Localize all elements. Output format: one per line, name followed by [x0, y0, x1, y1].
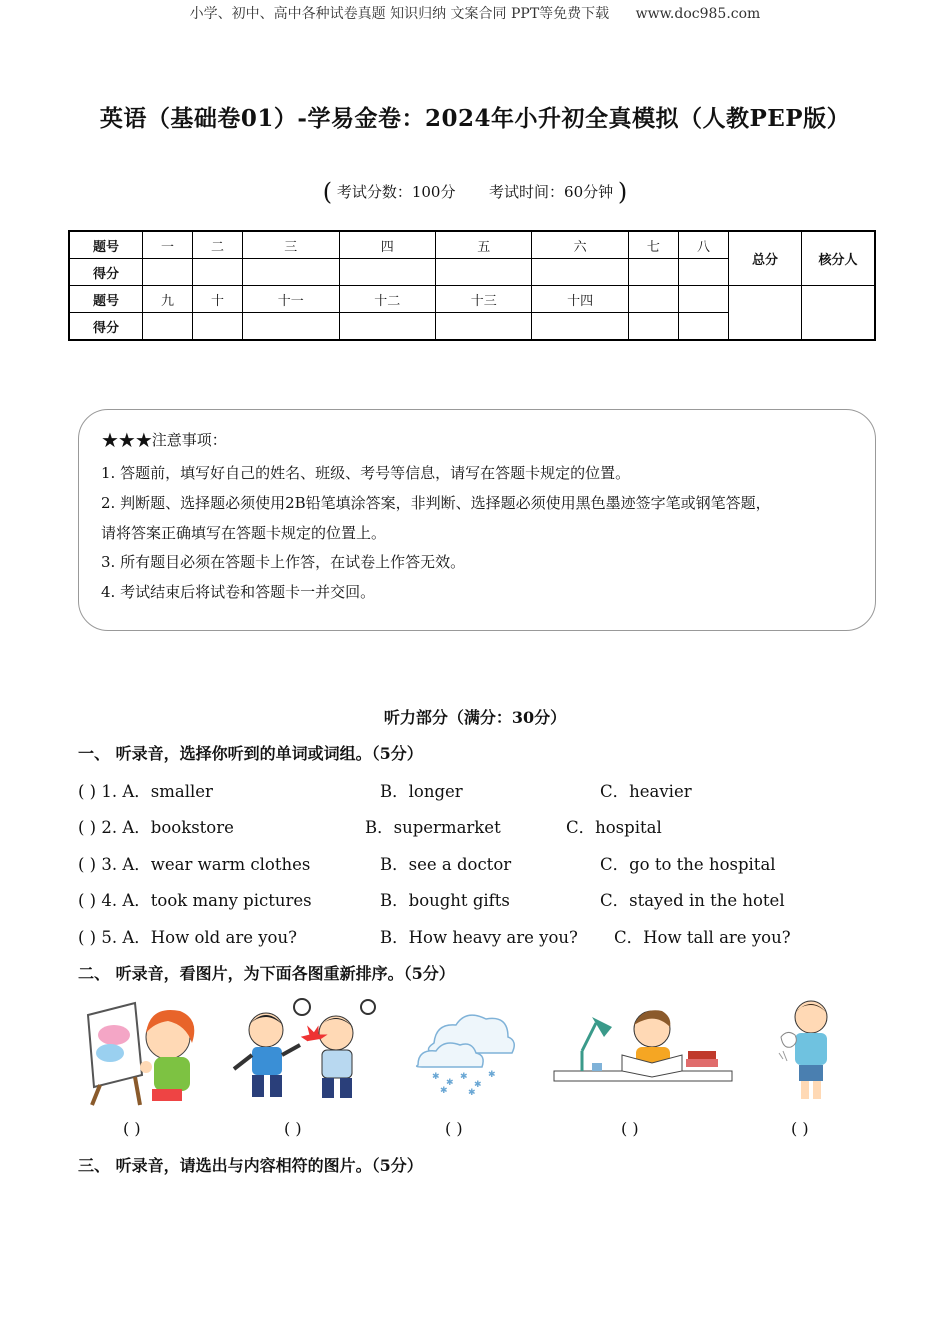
score-cell[interactable] — [339, 313, 435, 341]
notice-line: 2. 判断题、选择题必须使用2B铅笔填涂答案，非判断、选择题必须使用黑色墨迹签字笔或钢笔答题， — [101, 494, 771, 512]
exam-info — [0, 178, 950, 206]
svg-text:✱: ✱ — [474, 1080, 482, 1090]
total-score-header: 总分 — [729, 231, 802, 286]
question-number — [628, 286, 678, 313]
score-cell[interactable] — [435, 313, 531, 341]
question-number: 十四 — [532, 286, 628, 313]
star-icon: ★★★ — [101, 428, 152, 452]
question-number: 十 — [193, 286, 243, 313]
question-4-b[interactable]: B．bought gifts — [380, 891, 510, 910]
site-header-url[interactable]: www.doc985.com — [635, 6, 761, 22]
score-cell[interactable] — [143, 259, 193, 286]
row-label-score: 得分 — [69, 259, 143, 286]
question-2-a[interactable]: ( ) 2. A．bookstore — [78, 818, 234, 837]
question-3-c[interactable]: C．go to the hospital — [600, 855, 776, 874]
fighting-boys-picture-icon — [228, 995, 376, 1107]
total-score-cell[interactable] — [729, 286, 802, 341]
score-cell[interactable] — [339, 259, 435, 286]
svg-text:✱: ✱ — [440, 1086, 448, 1096]
order-blank-5[interactable]: ( ) — [791, 1119, 809, 1138]
section2-title: 二、 听录音，看图片，为下面各图重新排序。（5分） — [78, 964, 455, 983]
row-label-question: 题号 — [69, 231, 143, 259]
notice-line: 请将答案正确填写在答题卡规定的位置上。 — [101, 524, 387, 542]
score-cell[interactable] — [532, 259, 628, 286]
question-number: 七 — [628, 231, 678, 259]
site-header — [0, 3, 950, 23]
question-number: 八 — [678, 231, 728, 259]
order-blank-4[interactable]: ( ) — [621, 1119, 639, 1138]
question-5-a[interactable]: ( ) 5. A．How old are you? — [78, 928, 297, 947]
snow-cloud-picture-icon — [410, 1005, 522, 1097]
svg-text:✱: ✱ — [460, 1072, 468, 1082]
question-number: 十三 — [435, 286, 531, 313]
row-label-score: 得分 — [69, 313, 143, 341]
question-2-c[interactable]: C．hospital — [566, 818, 662, 837]
score-table — [68, 230, 876, 341]
question-3-a[interactable]: ( ) 3. A．wear warm clothes — [78, 855, 311, 874]
section1-title: 一、 听录音，选择你听到的单词或词组。（5分） — [78, 744, 423, 763]
row-label-question: 题号 — [69, 286, 143, 313]
score-cell[interactable] — [628, 259, 678, 286]
notice-heading: ★★★注意事项： — [101, 428, 227, 452]
section3-title: 三、 听录音，请选出与内容相符的图片。（5分） — [78, 1156, 423, 1175]
question-4-c[interactable]: C．stayed in the hotel — [600, 891, 785, 910]
question-1-b[interactable]: B．longer — [380, 782, 463, 801]
order-blank-1[interactable]: ( ) — [123, 1119, 141, 1138]
svg-text:✱: ✱ — [432, 1072, 440, 1082]
question-number: 十一 — [243, 286, 339, 313]
notice-box — [78, 409, 876, 631]
score-cell[interactable] — [678, 313, 728, 341]
site-header-text: 小学、初中、高中各种试卷真题 知识归纳 文案合同 PPT等免费下载 — [189, 6, 610, 22]
exam-time: 考试时间：60分钟 — [489, 183, 614, 201]
question-2-b[interactable]: B．supermarket — [365, 818, 501, 837]
svg-text:✱: ✱ — [468, 1088, 476, 1097]
score-cell[interactable] — [435, 259, 531, 286]
score-cell[interactable] — [243, 313, 339, 341]
question-1-c[interactable]: C．heavier — [600, 782, 692, 801]
notice-line: 3. 所有题目必须在答题卡上作答，在试卷上作答无效。 — [101, 553, 466, 571]
studying-boy-picture-icon — [552, 993, 737, 1105]
order-blank-3[interactable]: ( ) — [445, 1119, 463, 1138]
question-5-b[interactable]: B．How heavy are you? — [380, 928, 578, 947]
question-number: 六 — [532, 231, 628, 259]
score-cell[interactable] — [143, 313, 193, 341]
painting-picture-icon — [80, 995, 205, 1107]
question-3-b[interactable]: B．see a doctor — [380, 855, 512, 874]
score-cell[interactable] — [243, 259, 339, 286]
exam-info-open: ( — [322, 178, 333, 206]
score-cell[interactable] — [678, 259, 728, 286]
page-title: 英语（基础卷01）-学易金卷：2024年小升初全真模拟（人教PEP版） — [99, 105, 851, 132]
notice-line: 1. 答题前，填写好自己的姓名、班级、考号等信息，请写在答题卡规定的位置。 — [101, 464, 631, 482]
question-number: 四 — [339, 231, 435, 259]
checker-header: 核分人 — [802, 231, 876, 286]
sick-boy-picture-icon — [775, 993, 845, 1105]
order-blank-2[interactable]: ( ) — [284, 1119, 302, 1138]
question-number: 五 — [435, 231, 531, 259]
question-number: 二 — [193, 231, 243, 259]
question-number: 十二 — [339, 286, 435, 313]
svg-text:✱: ✱ — [446, 1078, 454, 1088]
checker-cell[interactable] — [802, 286, 876, 341]
question-number: 三 — [243, 231, 339, 259]
score-cell[interactable] — [628, 313, 678, 341]
exam-score: 考试分数：100分 — [336, 183, 456, 201]
question-4-a[interactable]: ( ) 4. A．took many pictures — [78, 891, 312, 910]
score-cell[interactable] — [193, 313, 243, 341]
score-cell[interactable] — [193, 259, 243, 286]
notice-line: 4. 考试结束后将试卷和答题卡一并交回。 — [101, 583, 376, 601]
exam-info-close: ) — [617, 178, 628, 206]
question-number: 九 — [143, 286, 193, 313]
question-number — [678, 286, 728, 313]
question-number: 一 — [143, 231, 193, 259]
question-1-a[interactable]: ( ) 1. A．smaller — [78, 782, 213, 801]
listening-title: 听力部分（满分：30分） — [383, 708, 567, 727]
svg-text:✱: ✱ — [488, 1070, 496, 1080]
score-cell[interactable] — [532, 313, 628, 341]
question-5-c[interactable]: C．How tall are you? — [614, 928, 791, 947]
